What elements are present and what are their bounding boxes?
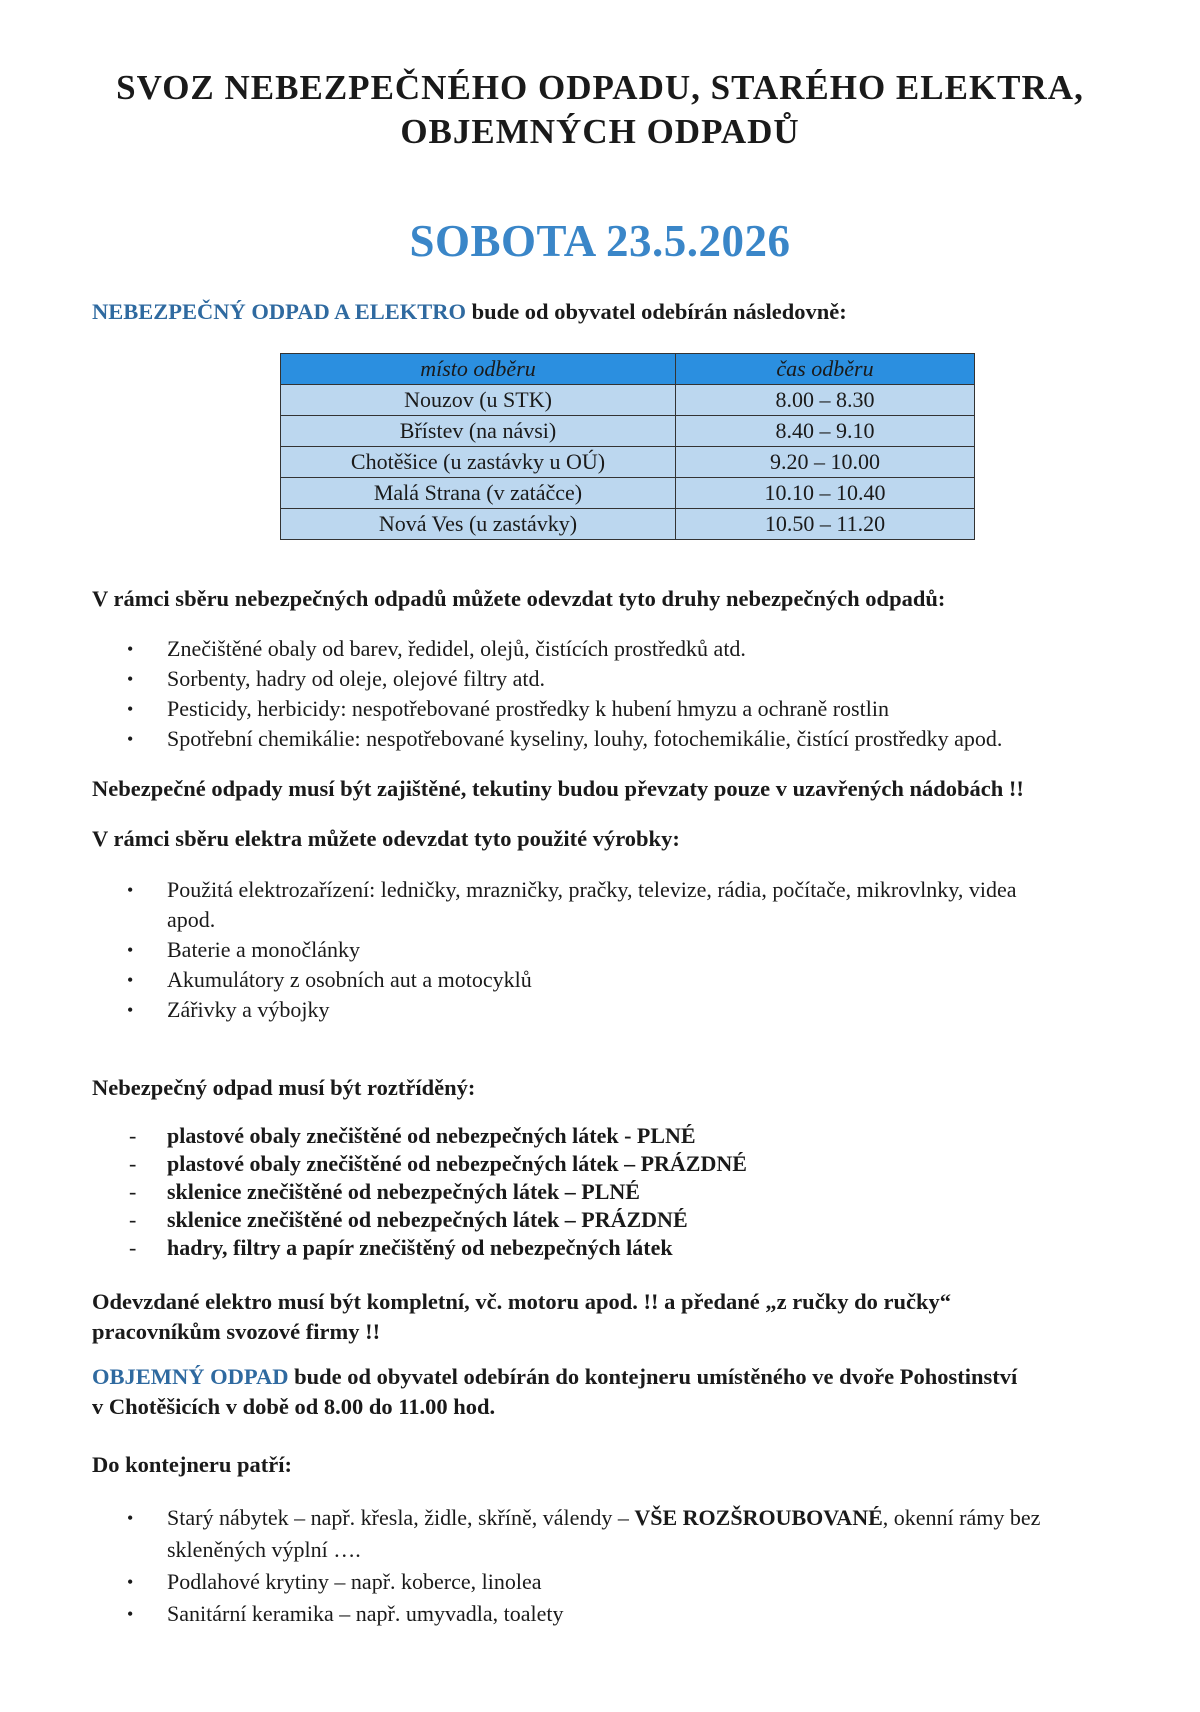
list-item-text: sklenice znečištěné od nebezpečných látek – PRÁZDNÉ	[167, 1207, 688, 1232]
bullet-icon: •	[127, 1000, 134, 1020]
list-item-text: Akumulátory z osobních aut a motocyklů	[167, 967, 532, 992]
dash-marker: -	[129, 1179, 137, 1204]
schedule-table	[280, 353, 975, 540]
table-row	[281, 509, 975, 540]
list-item-text: sklenice znečištěné od nebezpečných látek – PLNÉ	[167, 1179, 640, 1204]
intro-highlight: NEBEZPEČNÝ ODPAD A ELEKTRO	[92, 299, 467, 324]
bullet-icon: •	[127, 1604, 134, 1624]
list-item-text: hadry, filtry a papír znečištěný od nebezpečných látek	[167, 1235, 673, 1260]
bulky-waste-paragraph	[92, 1362, 1017, 1422]
list-item-text-continued: apod.	[167, 907, 216, 932]
table-row	[281, 478, 975, 509]
list-item-text: Baterie a monočlánky	[167, 937, 361, 962]
list-item-emphasis: VŠE ROZŠROUBOVANÉ	[634, 1505, 883, 1530]
bullet-icon: •	[127, 699, 134, 719]
table-row	[281, 416, 975, 447]
electro-handover-note	[92, 1287, 951, 1347]
hazardous-heading: V rámci sběru nebezpečných odpadů můžete odevzdat tyto druhy nebezpečných odpadů:	[92, 586, 946, 611]
schedule-header-place: místo odběru	[281, 354, 676, 385]
list-item	[127, 965, 1016, 995]
document-title-line1: SVOZ NEBEZPEČNÉHO ODPADU, STARÉHO ELEKTRA,	[116, 68, 1084, 107]
bullet-icon: •	[127, 1572, 134, 1592]
table-row	[281, 385, 975, 416]
list-item	[127, 1122, 747, 1150]
bullet-icon: •	[127, 970, 134, 990]
table-row	[281, 447, 975, 478]
schedule-time: 8.40 – 9.10	[676, 416, 975, 447]
schedule-time: 10.10 – 10.40	[676, 478, 975, 509]
list-item	[127, 1234, 747, 1262]
document-title-line2: OBJEMNÝCH ODPADŮ	[400, 112, 800, 151]
bullet-icon: •	[127, 729, 134, 749]
list-item-text: Starý nábytek – např. křesla, židle, skříně, válendy –	[167, 1505, 635, 1530]
list-item	[127, 935, 1016, 965]
schedule-time: 9.20 – 10.00	[676, 447, 975, 478]
list-item-text: Sanitární keramika – např. umyvadla, toalety	[167, 1601, 564, 1626]
list-item-text: Použitá elektrozařízení: ledničky, mrazničky, pračky, televize, rádia, počítače, mikrovlnky, videa	[167, 877, 1017, 902]
list-item	[127, 1598, 1040, 1630]
collection-date: SOBOTA 23.5.2026	[409, 216, 791, 266]
bullet-icon: •	[127, 880, 134, 900]
dash-marker: -	[129, 1151, 137, 1176]
schedule-header-time: čas odběru	[676, 354, 975, 385]
schedule-time: 10.50 – 11.20	[676, 509, 975, 540]
schedule-place: Nouzov (u STK)	[281, 385, 676, 416]
schedule-header-row	[281, 354, 975, 385]
list-item-text: Znečištěné obaly od barev, ředidel, olejů, čistících prostředků atd.	[167, 636, 746, 661]
list-item	[127, 995, 1016, 1025]
schedule-place: Nová Ves (u zastávky)	[281, 509, 676, 540]
list-item-text: plastové obaly znečištěné od nebezpečných látek - PLNÉ	[167, 1123, 696, 1148]
bullet-icon: •	[127, 940, 134, 960]
hazardous-note: Nebezpečné odpady musí být zajištěné, tekutiny budou převzaty pouze v uzavřených nádobách !!	[92, 776, 1024, 801]
sorting-heading: Nebezpečný odpad musí být roztříděný:	[92, 1075, 476, 1100]
schedule-place: Malá Strana (v zatáčce)	[281, 478, 676, 509]
container-list	[127, 1502, 1040, 1630]
list-item	[127, 1150, 747, 1178]
dash-marker: -	[129, 1235, 137, 1260]
list-item	[127, 1178, 747, 1206]
electro-heading: V rámci sběru elektra můžete odevzdat tyto použité výrobky:	[92, 826, 680, 851]
container-heading: Do kontejneru patří:	[92, 1452, 292, 1477]
electro-list	[127, 875, 1016, 1025]
list-item	[127, 664, 1002, 694]
list-item	[127, 1206, 747, 1234]
list-item	[127, 1566, 1040, 1598]
intro-line	[92, 297, 847, 327]
electro-handover-line1: Odevzdané elektro musí být kompletní, vč. motoru apod. !! a předané „z ručky do ručky“	[92, 1289, 951, 1314]
sorting-list	[127, 1122, 747, 1262]
dash-marker: -	[129, 1123, 137, 1148]
schedule-place: Břístev (na návsi)	[281, 416, 676, 447]
list-item-text: Pesticidy, herbicidy: nespotřebované prostředky k hubení hmyzu a ochraně rostlin	[167, 696, 889, 721]
intro-rest: bude od obyvatel odebírán následovně:	[466, 299, 847, 324]
schedule-place: Chotěšice (u zastávky u OÚ)	[281, 447, 676, 478]
list-item	[127, 724, 1002, 754]
bulky-highlight: OBJEMNÝ ODPAD	[92, 1364, 289, 1389]
list-item-text-continued: skleněných výplní ….	[167, 1537, 361, 1562]
list-item	[127, 875, 1016, 935]
list-item-text: Sorbenty, hadry od oleje, olejové filtry atd.	[167, 666, 545, 691]
bulky-rest: bude od obyvatel odebírán do kontejneru umístěného ve dvoře Pohostinství	[288, 1364, 1018, 1389]
list-item-text-tail: , okenní rámy bez	[882, 1505, 1041, 1530]
list-item	[127, 694, 1002, 724]
bullet-icon: •	[127, 1508, 134, 1528]
list-item-text: Spotřební chemikálie: nespotřebované kyseliny, louhy, fotochemikálie, čistící prostředky apod.	[167, 726, 1003, 751]
bullet-icon: •	[127, 639, 134, 659]
electro-handover-line2: pracovníkům svozové firmy !!	[92, 1319, 381, 1344]
list-item	[127, 634, 1002, 664]
list-item-text: Podlahové krytiny – např. koberce, linolea	[167, 1569, 542, 1594]
schedule-time: 8.00 – 8.30	[676, 385, 975, 416]
hazardous-list	[127, 634, 1002, 754]
dash-marker: -	[129, 1207, 137, 1232]
list-item	[127, 1502, 1040, 1566]
bulky-line2: v Chotěšicích v době od 8.00 do 11.00 hod.	[92, 1394, 496, 1419]
list-item-text: Zářivky a výbojky	[167, 997, 330, 1022]
bullet-icon: •	[127, 669, 134, 689]
list-item-text: plastové obaly znečištěné od nebezpečných látek – PRÁZDNÉ	[167, 1151, 747, 1176]
